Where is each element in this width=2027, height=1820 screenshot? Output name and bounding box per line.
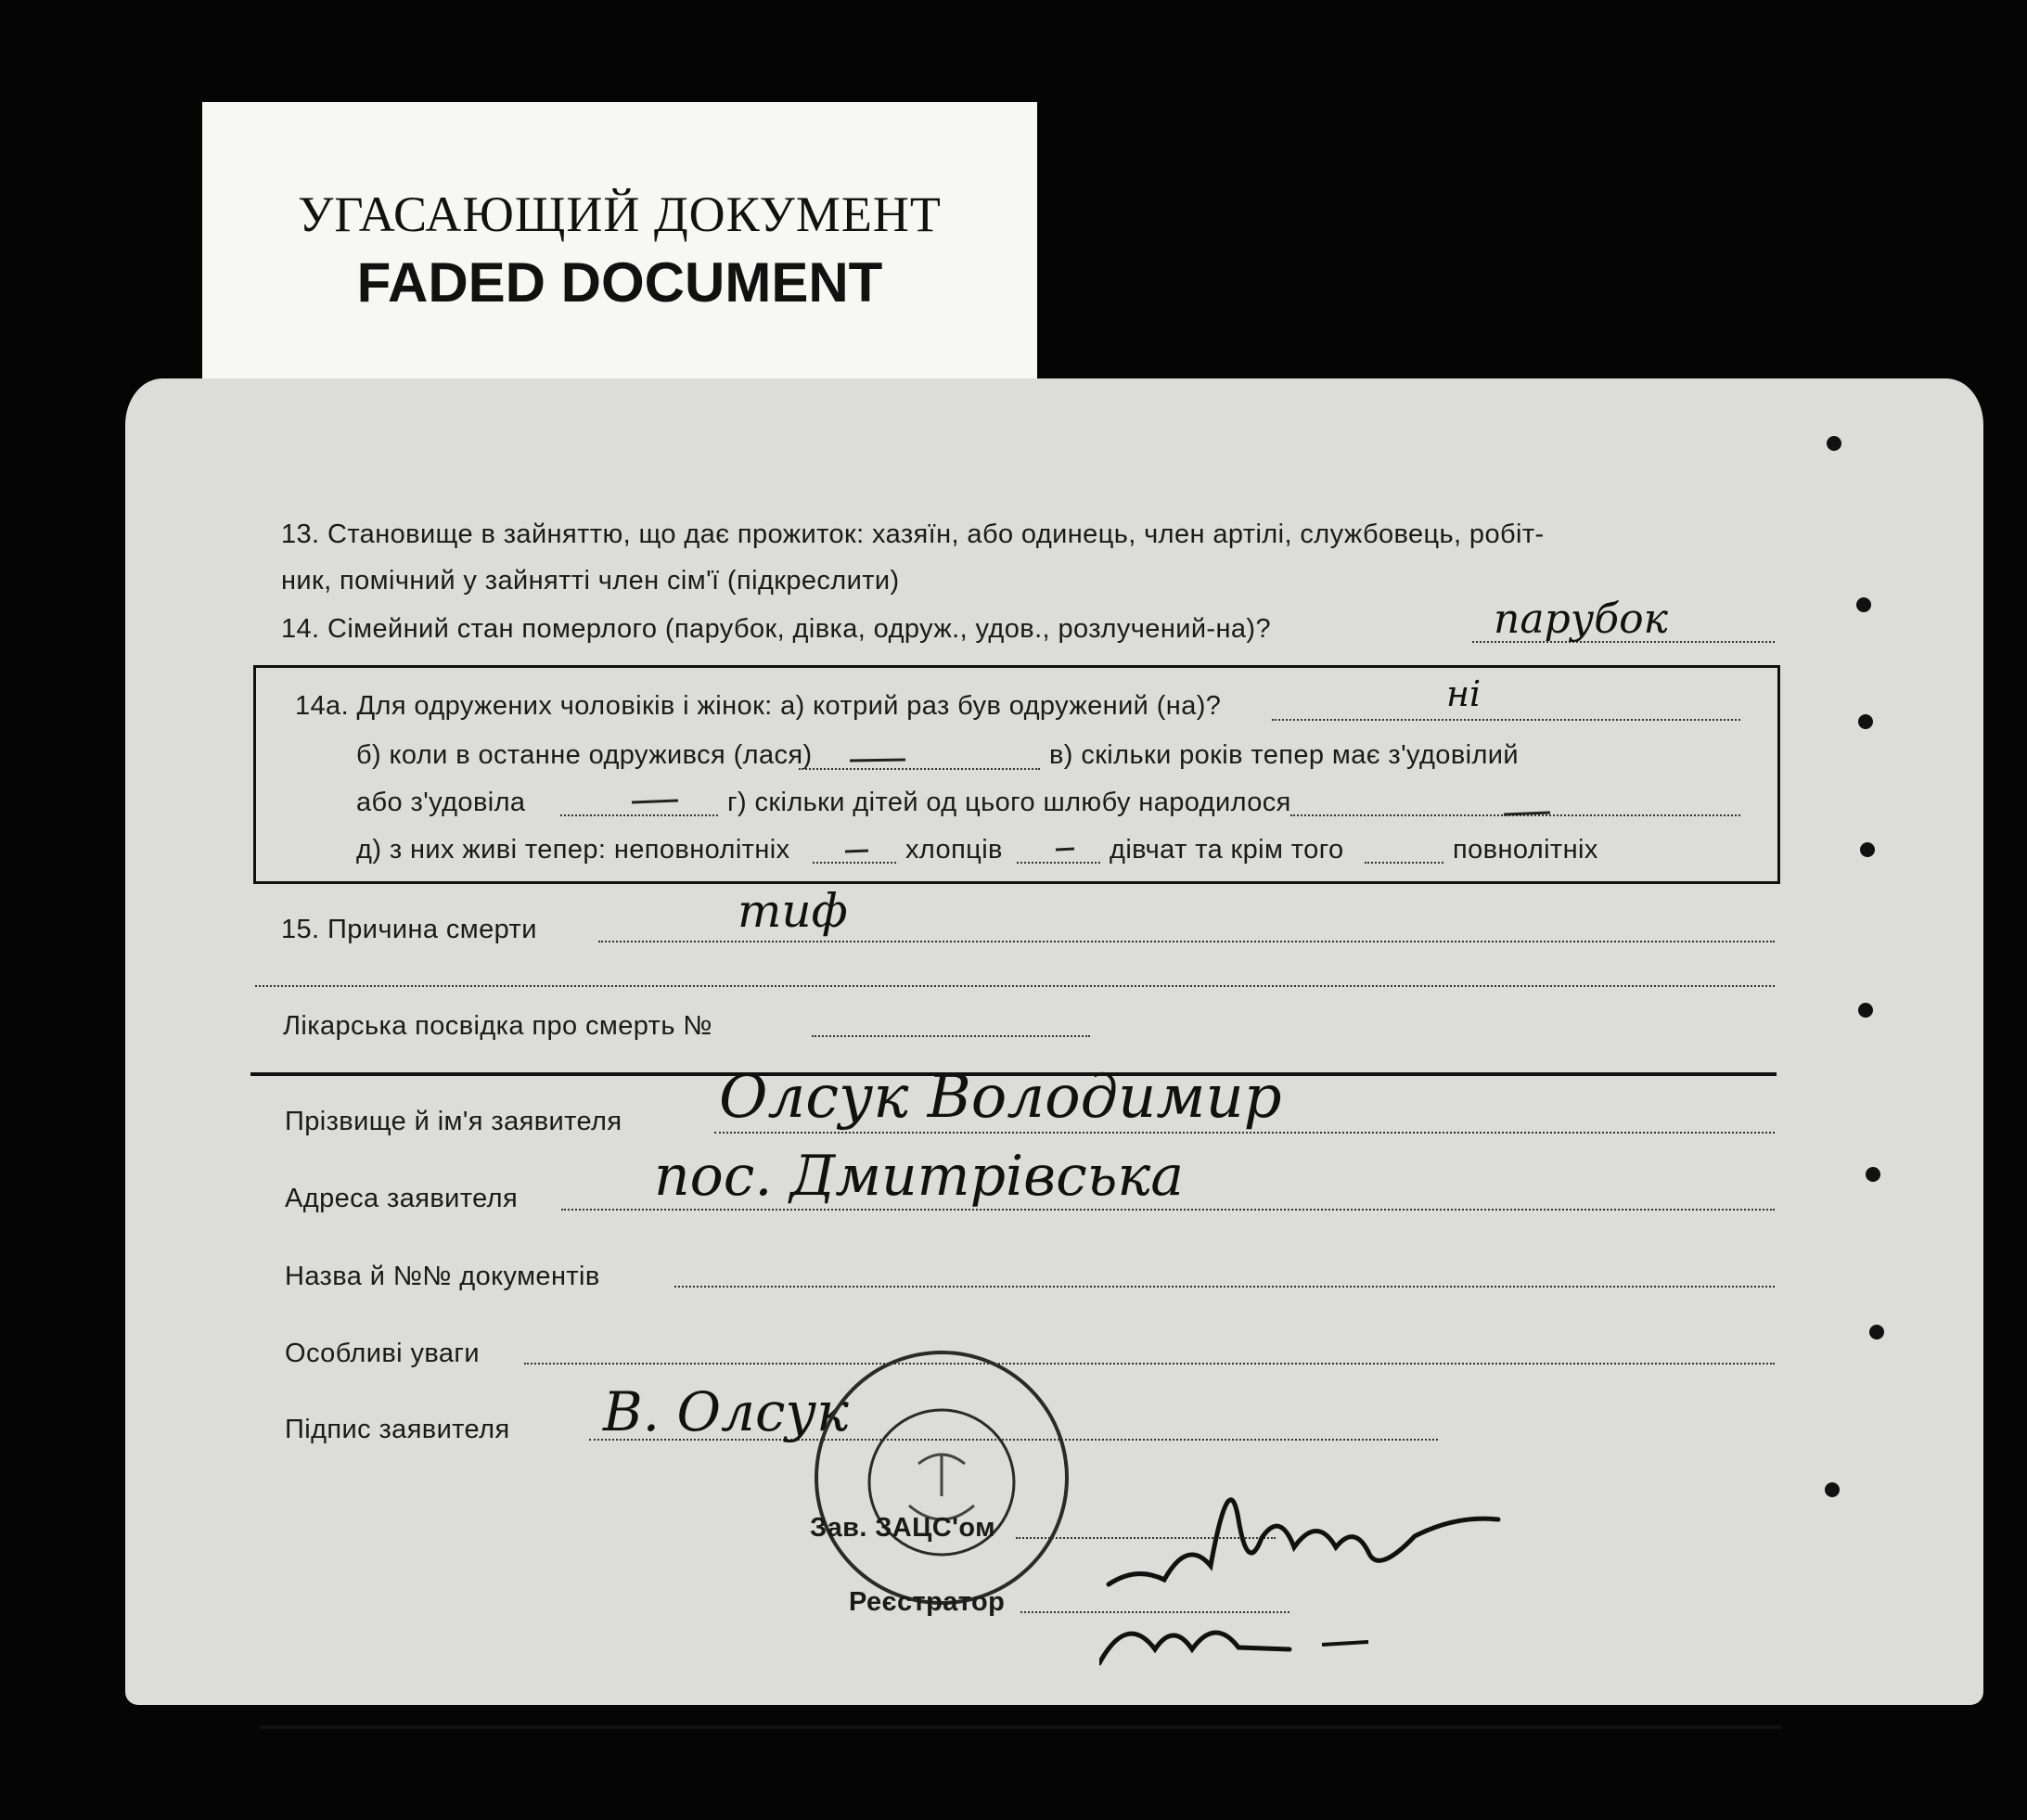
label-russian: УГАСАЮЩИЙ ДОКУМЕНТ — [298, 186, 942, 242]
item-14a-line-4d: повнолітніх — [1453, 835, 1598, 865]
item-14a-line-4a: д) з них живі тепер: неповнолітніх — [356, 835, 790, 865]
medical-certificate-label: Лікарська посвідка про смерть № — [283, 1011, 712, 1041]
faded-document-label — [202, 102, 1037, 380]
marital-status-handwriting: парубок — [1494, 596, 1668, 643]
applicant-signature-label: Підпис заявителя — [285, 1415, 510, 1444]
medical-certificate-line — [812, 1035, 1090, 1037]
item-14a-line-1: 14а. Для одружених чоловіків і жінок: а) котрий раз був одружений (на)? — [295, 691, 1222, 721]
cause-of-death-line — [598, 941, 1775, 942]
head-registry-signature — [1099, 1427, 1619, 1668]
item-14a-line-3a: або з'удовіла — [356, 788, 526, 817]
item-15-label: 15. Причина смерти — [281, 915, 537, 944]
cause-of-death-handwriting: тиф — [738, 884, 848, 938]
registrar-label: Реєстратор — [849, 1587, 1006, 1617]
punch-hole — [1856, 597, 1871, 612]
item-14-label: 14. Сімейний стан померлого (парубок, дівка, одруж., удов., розлучений-на)? — [281, 614, 1272, 644]
head-registry-label: Зав. ЗАЦС'ом — [810, 1513, 995, 1543]
item-14a-line-3b: г) скільки дітей од цього шлюбу народилося — [727, 788, 1291, 817]
documents-label: Назва й №№ документів — [285, 1262, 600, 1291]
notes-line — [524, 1363, 1775, 1365]
punch-hole — [1869, 1325, 1884, 1339]
dash-marks — [256, 668, 1777, 881]
punch-hole — [1866, 1167, 1880, 1182]
item-14a-line-4b: хлопців — [905, 835, 1003, 865]
applicant-name-label: Прізвище й ім'я заявителя — [285, 1107, 622, 1136]
punch-hole — [1858, 714, 1873, 729]
item-14a-line-4c: дівчат та крім того — [1110, 835, 1344, 865]
item-13-line-2: ник, помічний у зайнятті член сім'ї (підкреслити) — [281, 566, 900, 596]
registry-form-sheet — [125, 378, 1983, 1705]
cause-of-death-continuation-line — [255, 985, 1775, 987]
item-14a-line-2a: б) коли в останне одружився (лася) — [356, 740, 813, 770]
applicant-address-label: Адреса заявителя — [285, 1184, 519, 1213]
applicant-name-handwriting: Олсук Володимир — [719, 1063, 1282, 1132]
item-14a-line-2b: в) скільки років тепер має з'удовілий — [1049, 740, 1519, 770]
times-married-handwriting: ні — [1446, 673, 1482, 714]
label-english: FADED DOCUMENT — [356, 251, 883, 314]
applicant-address-handwriting: пос. Дмитрівська — [654, 1144, 1184, 1209]
punch-hole — [1860, 842, 1875, 857]
bottom-rule — [260, 1725, 1781, 1729]
official-stamp — [807, 1343, 1076, 1612]
applicant-name-line — [714, 1132, 1775, 1134]
documents-line — [674, 1286, 1775, 1288]
item-13-line-1: 13. Становище в зайняттю, що дає прожиток: хазяїн, або одинець, член артілі, службовець, робіт- — [281, 519, 1545, 549]
punch-hole — [1827, 436, 1841, 451]
notes-label: Особливі уваги — [285, 1339, 480, 1368]
item-14a-box — [253, 665, 1780, 884]
punch-hole — [1825, 1482, 1840, 1497]
applicant-address-line — [561, 1209, 1775, 1211]
punch-hole — [1858, 1003, 1873, 1018]
applicant-signature-handwriting: В. Олсук — [603, 1380, 849, 1443]
